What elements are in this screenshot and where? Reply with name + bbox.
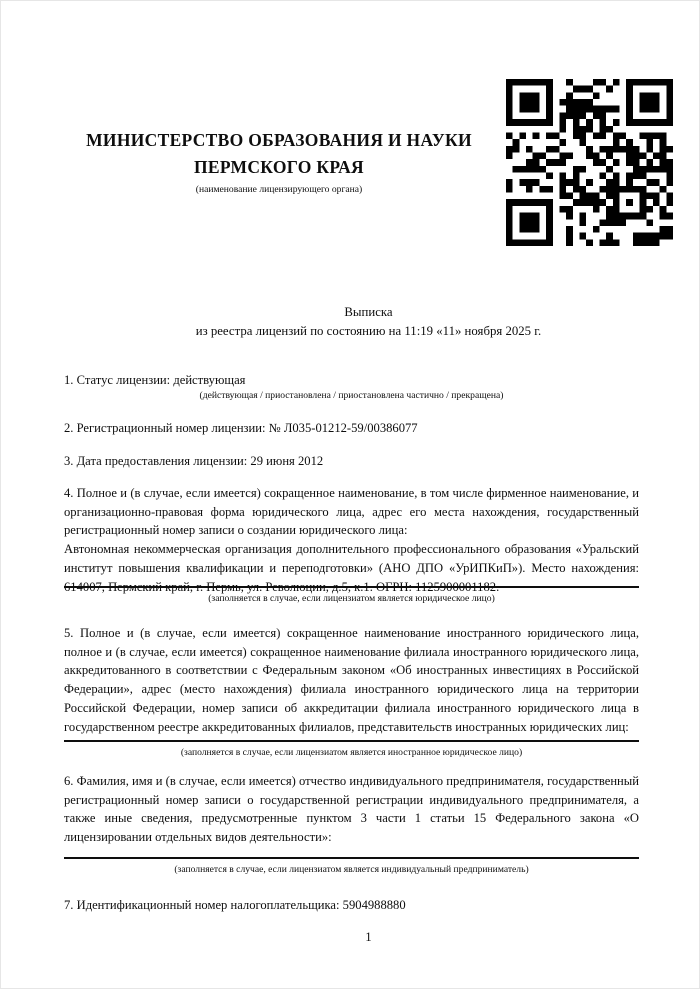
item-1-status-options-note: (действующая / приостановлена / приостановлена частично / прекращена) (199, 390, 504, 401)
item-4-fill-note: (заполняется в случае, если лицензиатом является юридическое лицо) (208, 593, 495, 604)
blank-line-rule-foreign-entity (64, 740, 639, 742)
item-6-fill-note: (заполняется в случае, если лицензиатом является индивидуальный предприниматель) (174, 864, 529, 875)
item-4-value: Автономная некоммерческая организация дополнительного профессионального образования «Уральский институт повышения квалификации и переподготовки» (АНО ДПО «УрИПКиП»). Место нахождения: 614007, Пермский край, г. Пермь, ул. Революции, д.5, к.1. ОГРН: 1125900001182. (64, 542, 639, 594)
item-5-foreign-entity-label: 5. Полное и (в случае, если имеется) сокращенное наименование иностранного юридического лица, полное и (в случае, если имеется) сокращенное наименование филиала иностранного юридического лица, аккредитованного в соответствии с Федеральным законом «Об иностранных инвестициях в Российской Федерации», адрес (место нахождения) филиала иностранного юридического лица на территории Российской Федерации, номер записи об аккредитации филиала иностранного юридического лица в государственном реестре аккредитованных филиалов, представительств иностранных юридических лиц: (64, 626, 639, 734)
item-6-entrepreneur-label: 6. Фамилия, имя и (в случае, если имеется) отчество индивидуального предпринимателя, государственный регистрационный номер записи о государственной регистрации индивидуального предпринимателя, а также иные сведения, предусмотренные пунктом 3 части 1 статьи 15 Федерального закона «О лицензировании отдельных видов деятельности»: (64, 774, 639, 845)
document-title-line1: Выписка (344, 305, 393, 319)
blank-line-rule-legal-entity (64, 586, 639, 588)
qr-code-icon (506, 79, 673, 246)
document-title-line2: из реестра лицензий по состоянию на 11:19 «11» ноября 2025 г. (195, 324, 542, 338)
licensing-authority-caption: (наименование лицензирующего органа) (195, 184, 363, 195)
item-5-fill-note: (заполняется в случае, если лицензиатом является иностранное юридическое лицо) (180, 747, 523, 758)
item-4-legal-entity (64, 484, 639, 596)
ministry-name-line2: ПЕРМСКОГО КРАЯ (194, 157, 364, 177)
item-7-taxpayer-id: 7. Идентификационный номер налогоплательщика: 5904988880 (64, 898, 406, 912)
item-2-registration-number: 2. Регистрационный номер лицензии: № Л035-01212-59/00386077 (64, 421, 418, 435)
item-4-label: 4. Полное и (в случае, если имеется) сокращенное наименование, в том числе фирменное наименование, и организационно-правовая форма юридического лица, адрес его места нахождения, государственный регистрационный номер записи о создании юридического лица: (64, 486, 639, 538)
ministry-name-line1: МИНИСТЕРСТВО ОБРАЗОВАНИЯ И НАУКИ (86, 130, 472, 150)
item-1-license-status: 1. Статус лицензии: действующая (64, 373, 246, 387)
blank-line-rule-entrepreneur (64, 857, 639, 859)
licensing-authority-header (64, 127, 494, 196)
page-number: 1 (365, 930, 372, 944)
item-3-grant-date: 3. Дата предоставления лицензии: 29 июня 2012 (64, 454, 324, 468)
document-title (98, 303, 639, 341)
